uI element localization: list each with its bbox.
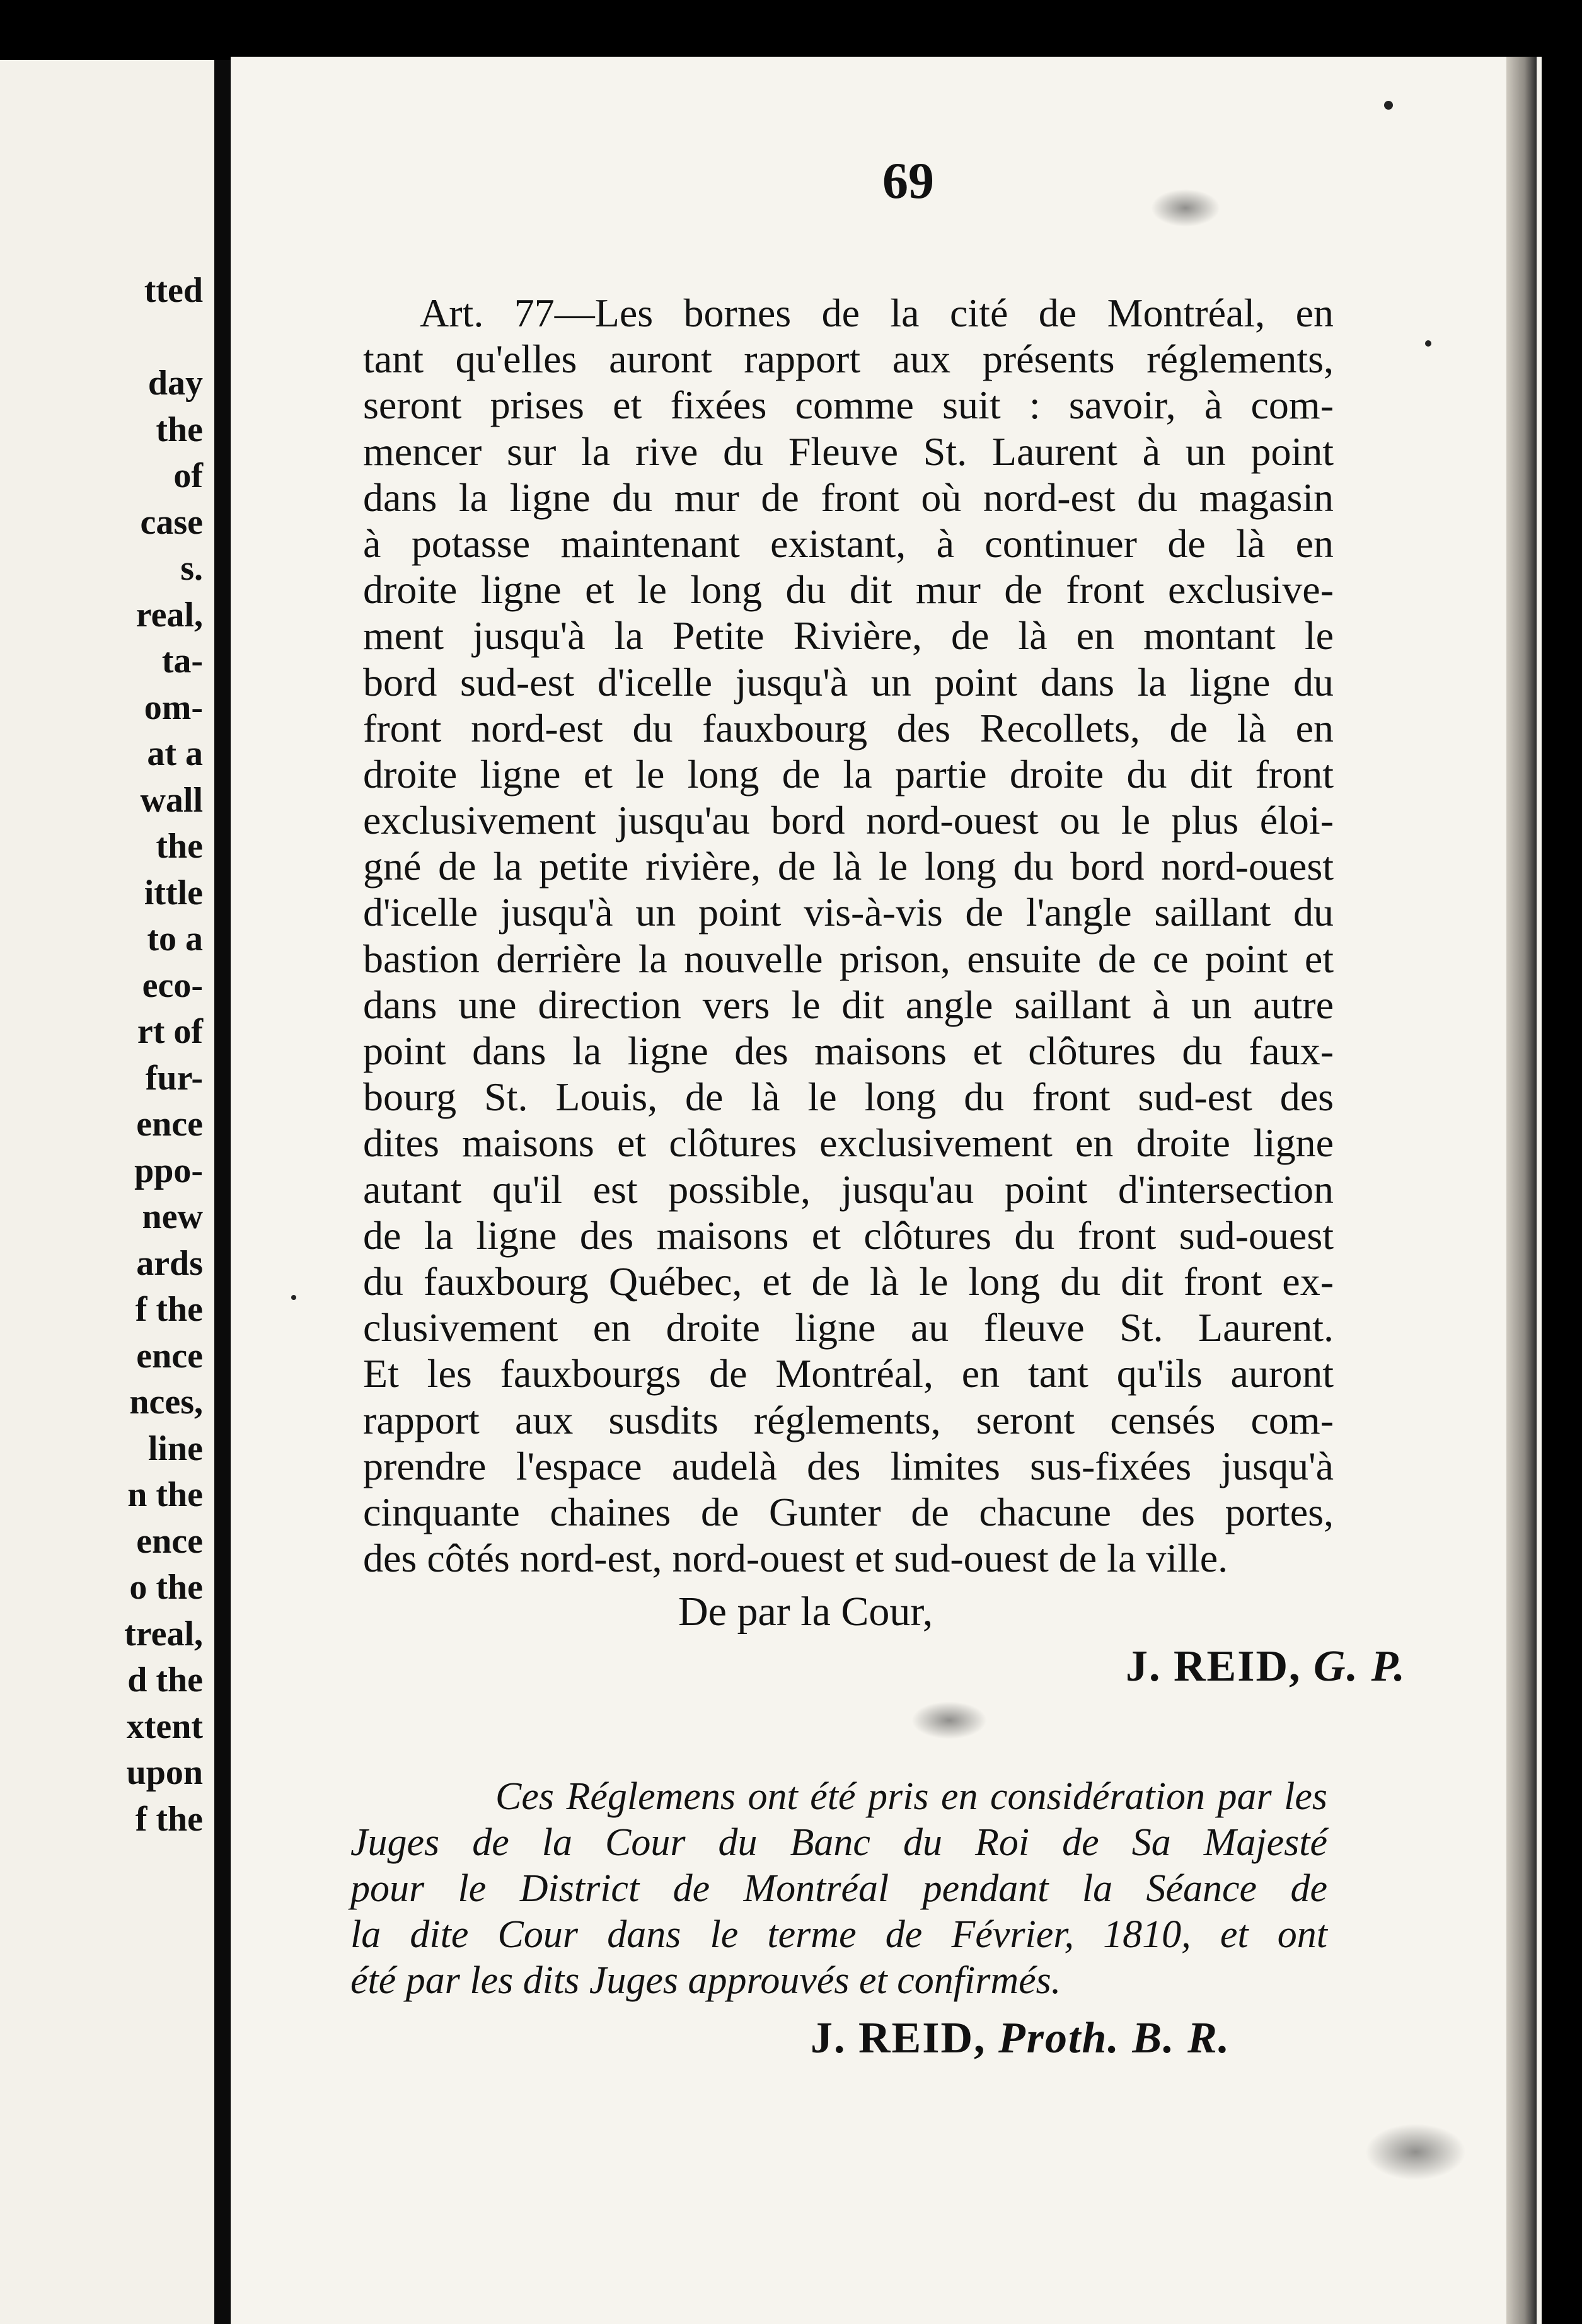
previous-page-fragment-line: new bbox=[142, 1197, 203, 1236]
confirmation-note bbox=[350, 1774, 1327, 2004]
previous-page-line-ends bbox=[124, 268, 203, 1843]
scan-speck bbox=[291, 1295, 296, 1300]
previous-page-fragment-line: s. bbox=[180, 549, 203, 588]
page-number: 69 bbox=[882, 152, 934, 209]
previous-page-fragment-line bbox=[124, 314, 203, 361]
confirmation-line: la dite Cour dans le terme de Février, 1810, et ont bbox=[350, 1913, 1327, 1956]
article-line: gné de la petite rivière, de là le long du bord nord-ouest bbox=[363, 844, 1334, 889]
previous-page-fragment-line: ence bbox=[136, 1521, 203, 1561]
previous-page-fragment-line: ittle bbox=[144, 873, 203, 912]
clerk-signature bbox=[1126, 1642, 1406, 1692]
previous-page-fragment-line: real, bbox=[136, 595, 203, 635]
scan-smudge bbox=[1365, 2124, 1466, 2180]
article-line: point dans la ligne des maisons et clôtures du faux- bbox=[363, 1028, 1334, 1073]
previous-page-fragment-line: f the bbox=[135, 1799, 203, 1839]
article-line: bourg St. Louis, de là le long du front sud-est des bbox=[363, 1074, 1334, 1120]
scan-smudge bbox=[1151, 189, 1220, 227]
article-line: dans une direction vers le dit angle saillant à un autre bbox=[363, 982, 1334, 1027]
book-gutter bbox=[214, 60, 231, 2324]
article-line: d'icelle jusqu'à un point vis-à-vis de l'angle saillant du bbox=[363, 890, 1334, 935]
confirmation-line: pour le District de Montréal pendant la Séance de bbox=[350, 1867, 1327, 1910]
article-line: droite ligne et le long du dit mur de front exclusive- bbox=[363, 567, 1334, 613]
previous-page-fragment-line: ards bbox=[136, 1243, 203, 1283]
signature-name: J. REID, bbox=[811, 2014, 986, 2062]
previous-page-fragment-line: fur- bbox=[145, 1058, 203, 1098]
article-line: front nord-est du fauxbourg des Recollets, de là en bbox=[363, 705, 1334, 751]
previous-page-fragment-line: ta- bbox=[161, 641, 203, 681]
scan-speck bbox=[1384, 101, 1393, 110]
article-line: dites maisons et clôtures exclusivement en droite ligne bbox=[363, 1120, 1334, 1166]
previous-page-fragment bbox=[0, 60, 214, 2324]
previous-page-fragment-line: the bbox=[156, 410, 203, 449]
previous-page-fragment-line: f the bbox=[135, 1290, 203, 1329]
article-line: exclusivement jusqu'au bord nord-ouest ou le plus éloi- bbox=[363, 798, 1334, 843]
signoff: De par la Cour, bbox=[678, 1589, 933, 1635]
page bbox=[231, 57, 1542, 2324]
article-line: bastion derrière la nouvelle prison, ensuite de ce point et bbox=[363, 936, 1334, 981]
article-line: clusivement en droite ligne au fleuve St. Laurent. bbox=[363, 1305, 1334, 1350]
signature-title: G. P. bbox=[1314, 1642, 1406, 1691]
previous-page-fragment-line: treal, bbox=[124, 1614, 203, 1654]
previous-page-fragment-line: tted bbox=[144, 271, 203, 310]
article-line: seront prises et fixées comme suit : savoir, à com- bbox=[363, 383, 1334, 428]
previous-page-fragment-line: xtent bbox=[126, 1706, 203, 1746]
previous-page-fragment-line: wall bbox=[140, 780, 203, 820]
signature-name: J. REID, bbox=[1126, 1642, 1302, 1691]
previous-page-fragment-line: upon bbox=[126, 1753, 203, 1792]
previous-page-fragment-line: case bbox=[140, 502, 203, 542]
article-77-text bbox=[363, 290, 1334, 1581]
previous-page-fragment-line: the bbox=[156, 827, 203, 866]
previous-page-fragment-line: of bbox=[173, 456, 203, 495]
article-line: cinquante chaines de Gunter de chacune des portes, bbox=[363, 1489, 1334, 1534]
article-line: autant qu'il est possible, jusqu'au point d'intersection bbox=[363, 1166, 1334, 1212]
prothonotary-signature bbox=[811, 2013, 1230, 2064]
article-line: rapport aux susdits réglements, seront censés com- bbox=[363, 1397, 1334, 1442]
previous-page-fragment-line: eco- bbox=[142, 965, 203, 1005]
page-edge-shadow bbox=[1506, 57, 1537, 2324]
article-line: Art. 77—Les bornes de la cité de Montréal, en bbox=[420, 290, 1334, 335]
previous-page-fragment-line: to a bbox=[147, 919, 203, 958]
article-line: de la ligne des maisons et clôtures du front sud-ouest bbox=[363, 1212, 1334, 1258]
confirmation-line: été par les dits Juges approuvés et confirmés. bbox=[350, 1959, 1061, 2002]
scan-smudge bbox=[911, 1701, 987, 1739]
previous-page-fragment-line: at a bbox=[147, 734, 203, 773]
article-line: dans la ligne du mur de front où nord-est du magasin bbox=[363, 475, 1334, 520]
article-line: à potasse maintenant existant, à continuer de là en bbox=[363, 521, 1334, 566]
previous-page-fragment-line: nces, bbox=[129, 1383, 203, 1422]
signature-title: Proth. B. R. bbox=[998, 2014, 1231, 2062]
article-line: prendre l'espace audelà des limites sus-fixées jusqu'à bbox=[363, 1443, 1334, 1488]
confirmation-line: Juges de la Cour du Banc du Roi de Sa Majesté bbox=[350, 1821, 1327, 1864]
previous-page-fragment-line: day bbox=[147, 364, 203, 403]
confirmation-line: Ces Réglemens ont été pris en considération par les bbox=[495, 1775, 1327, 1818]
article-line: Et les fauxbourgs de Montréal, en tant qu'ils auront bbox=[363, 1351, 1334, 1396]
previous-page-fragment-line: ence bbox=[136, 1336, 203, 1376]
previous-page-fragment-line: ppo- bbox=[134, 1151, 203, 1190]
article-line: du fauxbourg Québec, et de là le long du dit front ex- bbox=[363, 1258, 1334, 1304]
article-line: mencer sur la rive du Fleuve St. Laurent à un point bbox=[363, 429, 1334, 474]
article-line: tant qu'elles auront rapport aux présents réglements, bbox=[363, 337, 1334, 382]
previous-page-fragment-line: om- bbox=[144, 687, 203, 727]
previous-page-fragment-line: d the bbox=[127, 1660, 203, 1700]
previous-page-fragment-line: line bbox=[147, 1429, 203, 1468]
article-line: bord sud-est d'icelle jusqu'à un point dans la ligne du bbox=[363, 659, 1334, 705]
article-line: des côtés nord-est, nord-ouest et sud-ouest de la ville. bbox=[363, 1536, 1228, 1581]
previous-page-fragment-line: o the bbox=[129, 1568, 203, 1607]
previous-page-fragment-line: n the bbox=[127, 1475, 203, 1514]
article-line: ment jusqu'à la Petite Rivière, de là en montant le bbox=[363, 613, 1334, 659]
previous-page-fragment-line: ence bbox=[136, 1105, 203, 1144]
article-line: droite ligne et le long de la partie droite du dit front bbox=[363, 751, 1334, 797]
previous-page-fragment-line: rt of bbox=[137, 1012, 203, 1051]
scan-speck bbox=[1425, 340, 1431, 347]
